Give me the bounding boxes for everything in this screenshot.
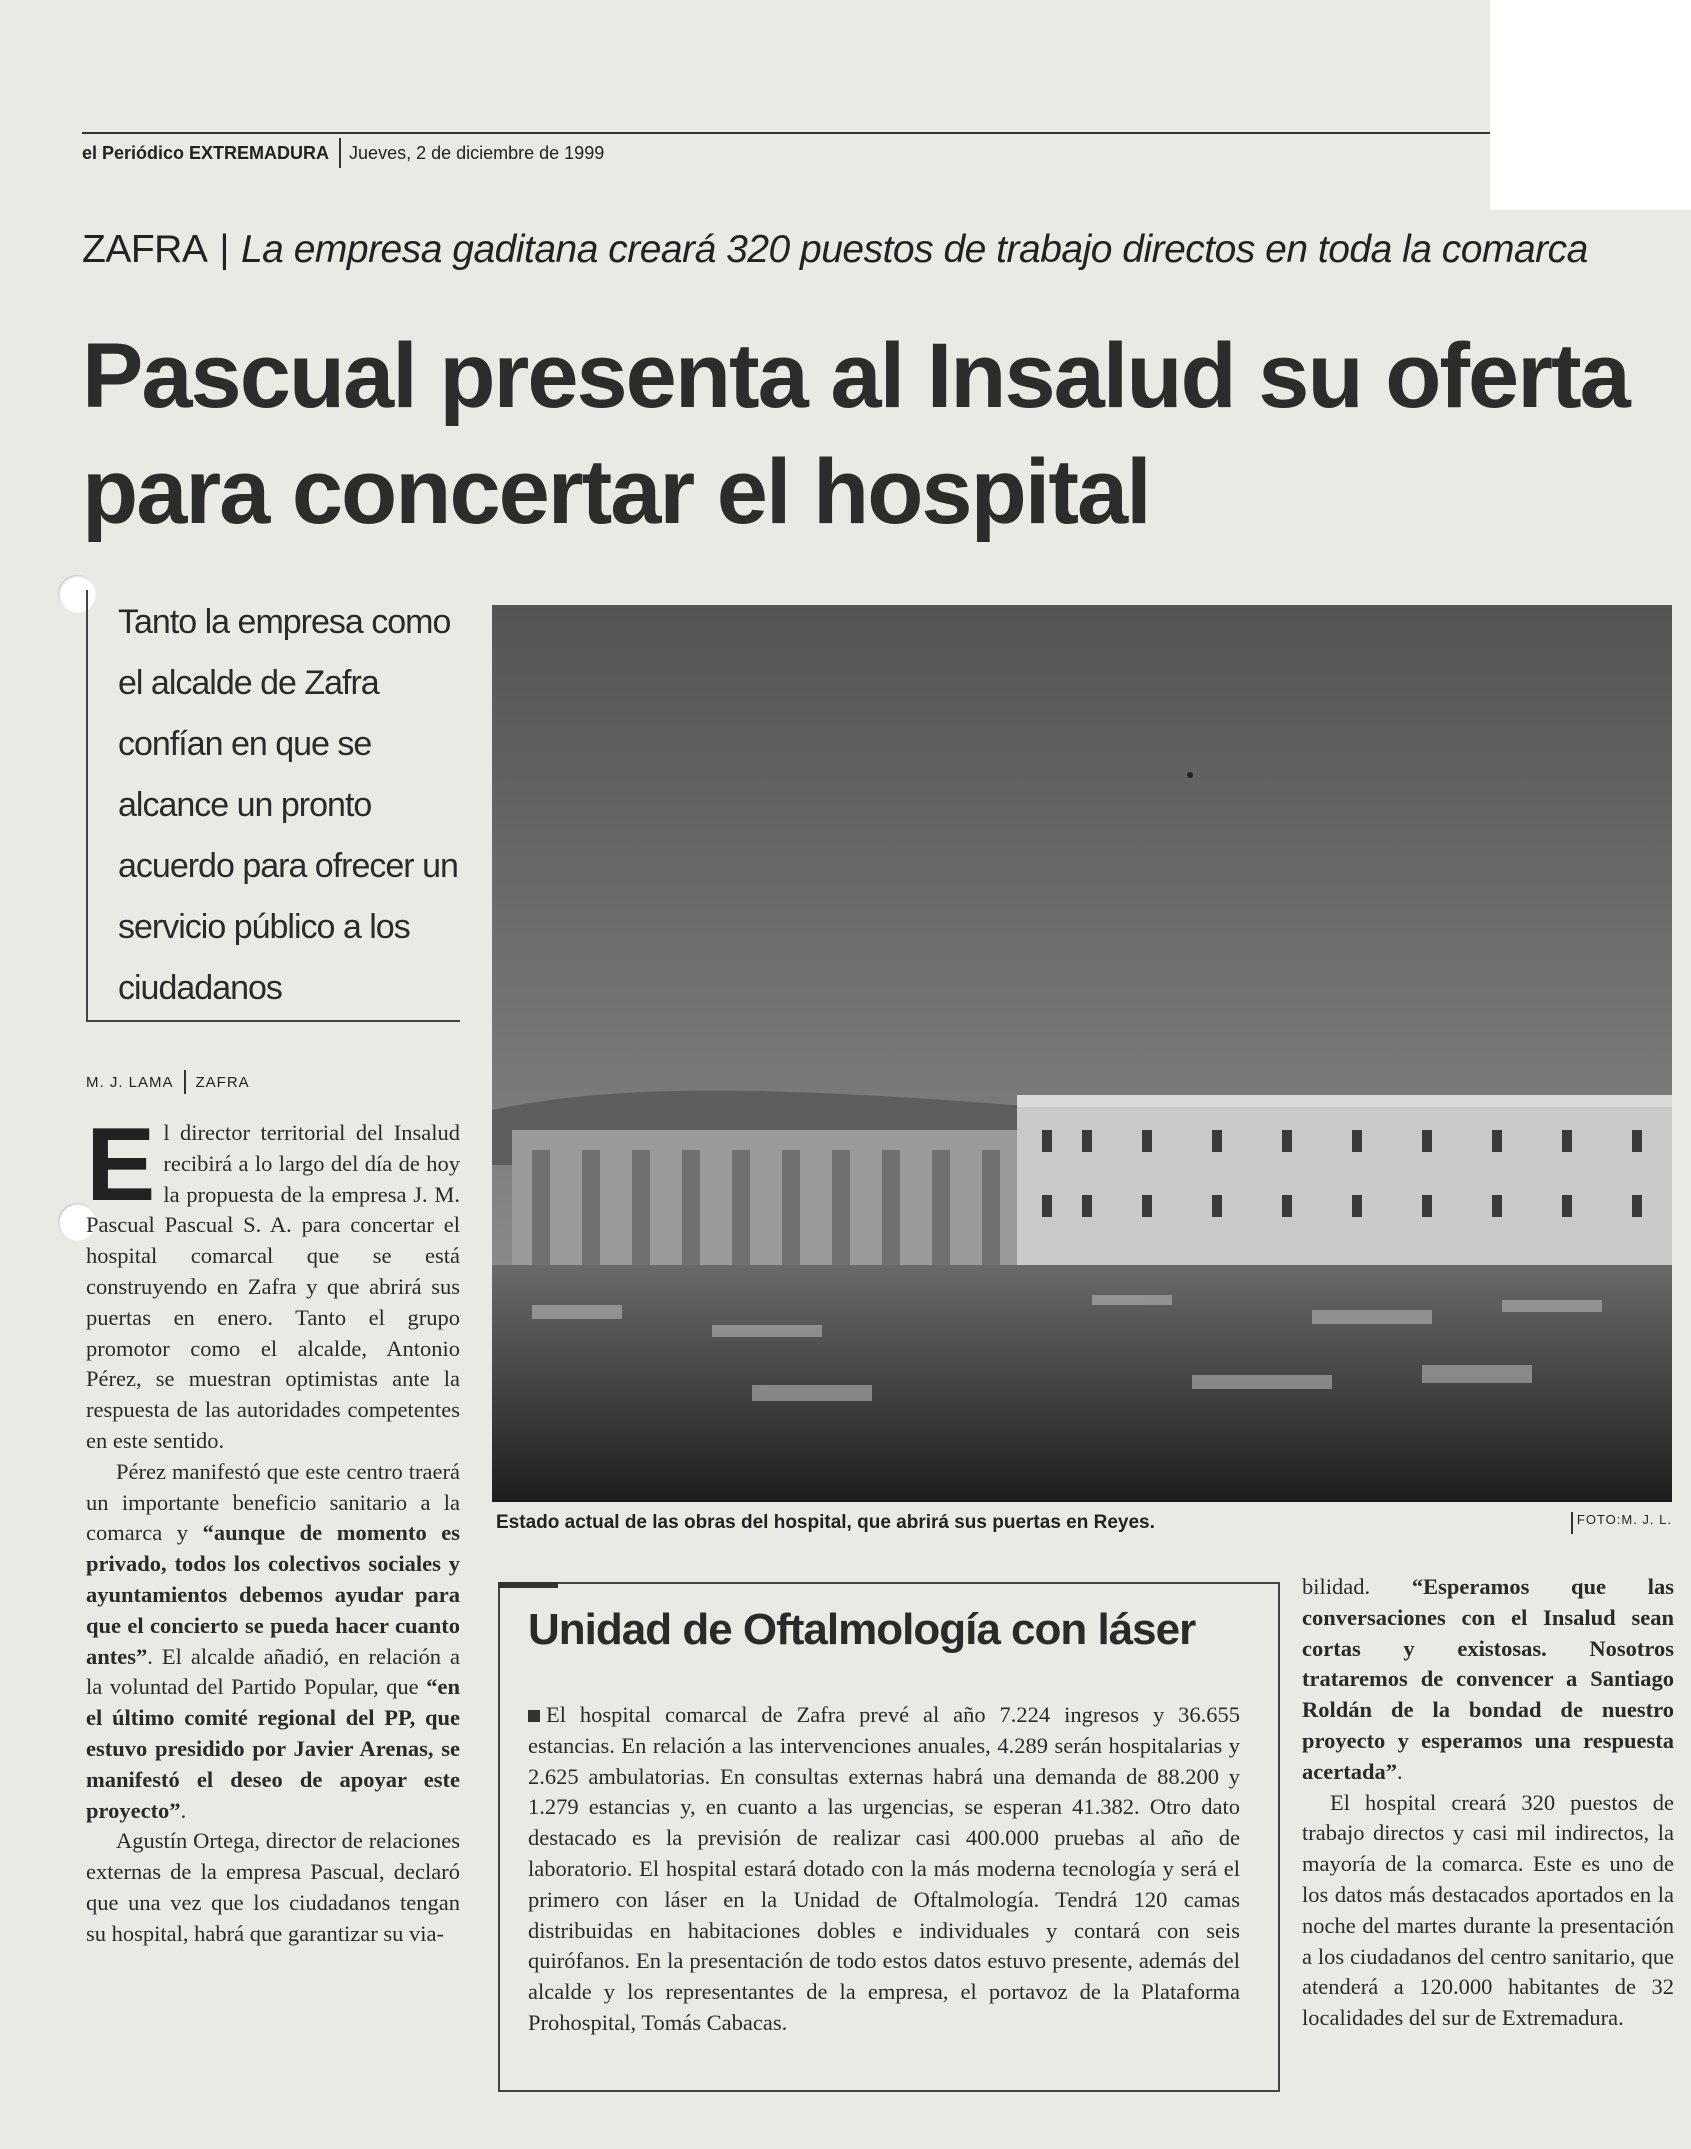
photo-credit: FOTO:M. J. L.: [1571, 1512, 1672, 1534]
kicker-separator: |: [219, 228, 229, 271]
hospital-construction-photo: [492, 605, 1672, 1502]
paragraph-text: Agustín Ortega, director de relaciones externas de la empresa Pascual, declaró que una vez que los ciudadanos tengan su hospital, habrá que garantizar su via-: [86, 1828, 460, 1946]
paragraph: [86, 1107, 460, 1457]
kicker: [82, 228, 1588, 272]
paragraph-text: l director territorial del Insalud recibirá a lo largo del día de hoy la propuesta de la empresa J. M. Pascual Pascual S. A. para concertar el hospital comarcal que se está construyendo en Zafra y que abrirá sus puertas en enero. Tanto el grupo promotor como el alcalde, Antonio Pérez, se muestran optimistas ante la respuesta de las autoridades competentes en este sentido.: [86, 1120, 460, 1453]
masthead: [82, 138, 604, 168]
sidebar-text: El hospital comarcal de Zafra prevé al año 7.224 ingresos y 36.655 estancias. En relación a las intervenciones anuales, 4.289 serán hospitalarias y 2.625 ambulatorias. En consultas externas habrá una demanda de 88.200 y 1.279 estancias y, en cuanto a las urgencias, se esperan 41.382. Otro dato destacado es la previsión de realizar casi 400.000 pruebas al año de laboratorio. El hospital estará dotado con la más moderna tecnología y será el primero con láser en la Unidad de Oftalmología. Tendrá 120 camas distribuidas en habitaciones dobles e individuales y contará con seis quirófanos. En la presentación de todo estos datos estuvo presente, además del alcalde y los representantes de la empresa, el portavoz de la Plataforma Prohospital, Tomás Cabacas.: [528, 1702, 1240, 2035]
paragraph-text: Pérez manifestó que este centro traerá un importante beneficio sanitario a la comarca y: [86, 1458, 460, 1546]
kicker-location: ZAFRA: [82, 228, 208, 271]
byline: [86, 1070, 250, 1094]
bold-quote: “Esperamos que las conversaciones con el Insalud sean cortas y existosas. Nosotros trataremos de convencer a Santiago Roldán de la bondad de nuestro proyecto y esperamos una respuesta acertada”: [1302, 1574, 1674, 1784]
masthead-separator: [339, 138, 341, 168]
article-column-1: [86, 1107, 460, 1950]
paragraph: [86, 1826, 460, 1949]
sidebar-title: Unidad de Oftalmología con láser: [528, 1605, 1196, 1654]
paragraph-text: El hospital creará 320 puestos de trabajo directos y casi mil indirectos, la mayoría de la comarca. Este es uno de los datos más destacados aportados en la noche del martes durante la presentación a los ciudadanos del centro sanitario, que atenderá a 120.000 habitantes de 32 localidades del sur de Extremadura.: [1302, 1789, 1674, 2031]
photo-image: [492, 605, 1672, 1502]
bold-quote: “aunque de momento es privado, todos los colectivos sociales y ayuntamientos debemos ayudar para que el concierto se pueda hacer cuanto antes”: [86, 1520, 460, 1669]
publication-name: el Periódico EXTREMADURA: [82, 142, 330, 163]
photo-caption: Estado actual de las obras del hospital, que abrirá sus puertas en Reyes.: [496, 1512, 1155, 1533]
top-rule: [82, 132, 1490, 134]
paragraph-text: bilidad.: [1302, 1574, 1412, 1599]
paragraph: [86, 1457, 460, 1827]
drop-cap: E: [86, 1107, 156, 1223]
byline-author: M. J. LAMA: [86, 1073, 174, 1091]
byline-separator: [184, 1070, 186, 1094]
lead-text: Tanto la empresa como el alcalde de Zafra confían en que se alcance un pronto acuerdo para ofrecer un servicio público a los ciudadanos: [118, 603, 458, 1007]
byline-location: ZAFRA: [195, 1073, 250, 1091]
paragraph: [1302, 1788, 1674, 2034]
article-column-3: [1302, 1572, 1674, 2034]
square-bullet-icon: [528, 1710, 540, 1722]
kicker-subtitle: La empresa gaditana creará 320 puestos de trabajo directos en toda la comarca: [240, 228, 1588, 271]
publication-date: Jueves, 2 de diciembre de 1999: [349, 142, 605, 163]
headline: Pascual presenta al Insalud su oferta para concertar el hospital: [82, 325, 1629, 543]
paragraph: [1302, 1572, 1674, 1788]
photo-caption-row: [496, 1512, 1672, 1534]
paragraph-text: .: [1396, 1758, 1403, 1784]
bold-quote: “en el último comité regional del PP, que estuvo presidido por Javier Arenas, se manifestó el deseo de apoyar este proyecto”: [86, 1674, 460, 1823]
sidebar-body: [528, 1700, 1240, 2039]
sidebar-tick: [498, 1582, 558, 1588]
paragraph-text: .: [180, 1797, 187, 1823]
paragraph-text: . El alcalde añadió, en relación a la voluntad del Partido Popular, que: [86, 1643, 460, 1700]
